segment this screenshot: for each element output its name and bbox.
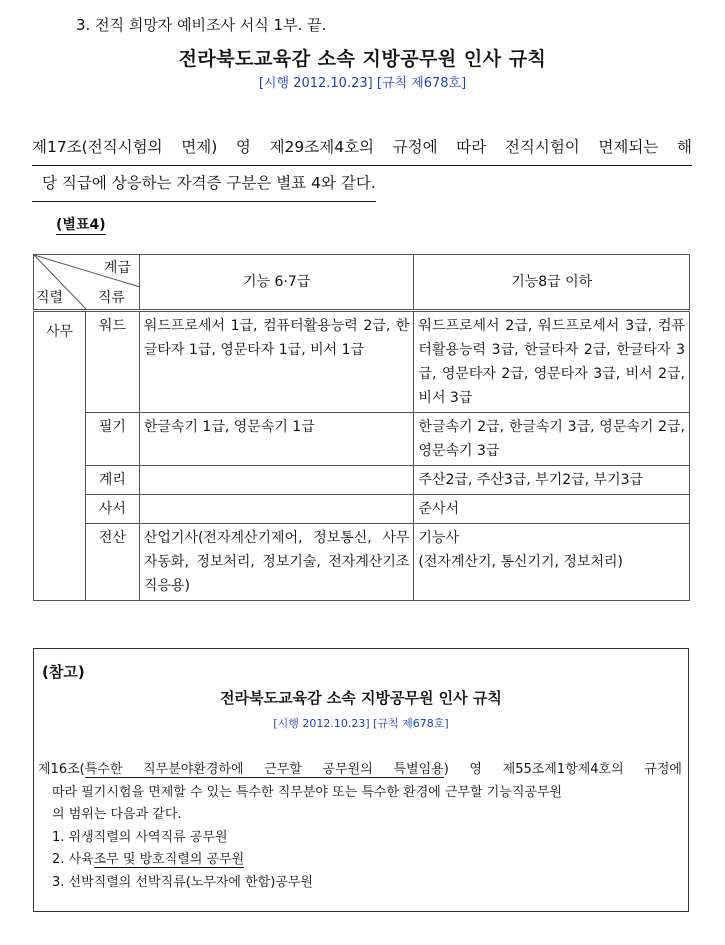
grade67-cell: 한글속기 1급, 영문속기 1급 — [139, 413, 414, 466]
article-16-rest: ) 영 제55조제1항제4호의 규정에 — [443, 762, 682, 777]
header-grade-67: 기능 6·7급 — [139, 255, 414, 311]
item-2-prefix: 2. 사육 — [52, 852, 94, 867]
list-item — [38, 849, 682, 872]
table-row — [34, 466, 690, 495]
article-16-line-3: 의 범위는 다음과 같다. — [52, 807, 182, 822]
table-row — [34, 413, 690, 466]
table-row — [34, 495, 690, 524]
grade8-cell: 기능사 (전자계산기, 통신기기, 정보처리) — [414, 524, 690, 601]
corner-grade-label: 계급 — [103, 260, 131, 276]
grade67-cell — [139, 495, 414, 524]
reference-label: (참고) — [42, 663, 85, 681]
category-cell: 필기 — [85, 413, 139, 466]
top-note: 3. 전직 희망자 예비조사 서식 1부. 끝. — [76, 16, 327, 34]
reference-title: 전라북도교육감 소속 지방공무원 인사 규칙 — [220, 689, 502, 707]
table-row — [34, 524, 690, 601]
category-cell: 워드 — [85, 311, 139, 413]
table-row — [34, 311, 690, 413]
article-17-line-2: 당 직급에 상응하는 자격증 구분은 별표 4와 같다. — [32, 166, 376, 202]
rule-title: 전라북도교육감 소속 지방공무원 인사 규칙 — [178, 48, 547, 70]
table-corner-cell — [34, 255, 140, 311]
article-16-title: 특수한 직무분야환경하에 근무할 공무원의 특별임용 — [84, 762, 444, 777]
corner-series-label: 직렬 — [36, 290, 64, 306]
article-16-line-1 — [38, 759, 682, 782]
grade8-cell: 워드프로세서 2급, 워드프로세서 3급, 컴퓨터활용능력 3급, 한글타자 2급, 한글타자 3급, 영문타자 2급, 영문타자 3급, 비서 2급, 비서 3급 — [414, 311, 690, 413]
reference-box — [33, 648, 689, 912]
corner-category-label: 직류 — [97, 290, 125, 306]
grade8-cell: 한글속기 2급, 한글속기 3급, 영문속기 2급, 영문속기 3급 — [414, 413, 690, 466]
grade67-cell: 워드프로세서 1급, 컴퓨터활용능력 2급, 한글타자 1급, 영문타자 1급, 비서 1급 — [139, 311, 414, 413]
category-cell: 전산 — [85, 524, 139, 601]
grade67-cell: 산업기사(전자계산기제어, 정보통신, 사무자동화, 정보처리, 정보기술, 전자계산기조직응용) — [139, 524, 414, 601]
series-cell: 사무 — [34, 311, 86, 601]
article-16 — [38, 759, 682, 894]
table-header-row — [34, 255, 690, 311]
reference-subtitle: [시행 2012.10.23] [규칙 제678호] — [273, 717, 449, 730]
list-item: 3. 선박직렬의 선박직류(노무자에 한함)공무원 — [52, 874, 313, 890]
article-17-line-1: 제17조(전직시험의 면제) 영 제29조제4호의 규정에 따라 전직시험이 면제되는 해 — [32, 130, 692, 166]
category-cell: 계리 — [85, 466, 139, 495]
rule-subtitle: [시행 2012.10.23] [규칙 제678호] — [258, 76, 467, 91]
list-item: 1. 위생직렬의 사역직류 공무원 — [52, 829, 228, 845]
qualification-table — [33, 254, 690, 601]
article-16-prefix: 제16조( — [38, 762, 85, 777]
category-cell: 사서 — [85, 495, 139, 524]
article-16-line-2: 따라 필기시험을 면제할 수 있는 특수한 직무분야 또는 특수한 환경에 근무할 기능직공무원 — [52, 784, 563, 800]
grade8-cell: 준사서 — [414, 495, 690, 524]
grade8-cell: 주산2급, 주산3급, 부기2급, 부기3급 — [414, 466, 690, 495]
item-2-underlined: 조무 및 방호직렬의 공무원 — [93, 852, 245, 867]
table-label: (별표4) — [56, 214, 106, 235]
grade67-cell — [139, 466, 414, 495]
header-grade-8: 기능8급 이하 — [414, 255, 690, 311]
article-17 — [32, 130, 692, 202]
